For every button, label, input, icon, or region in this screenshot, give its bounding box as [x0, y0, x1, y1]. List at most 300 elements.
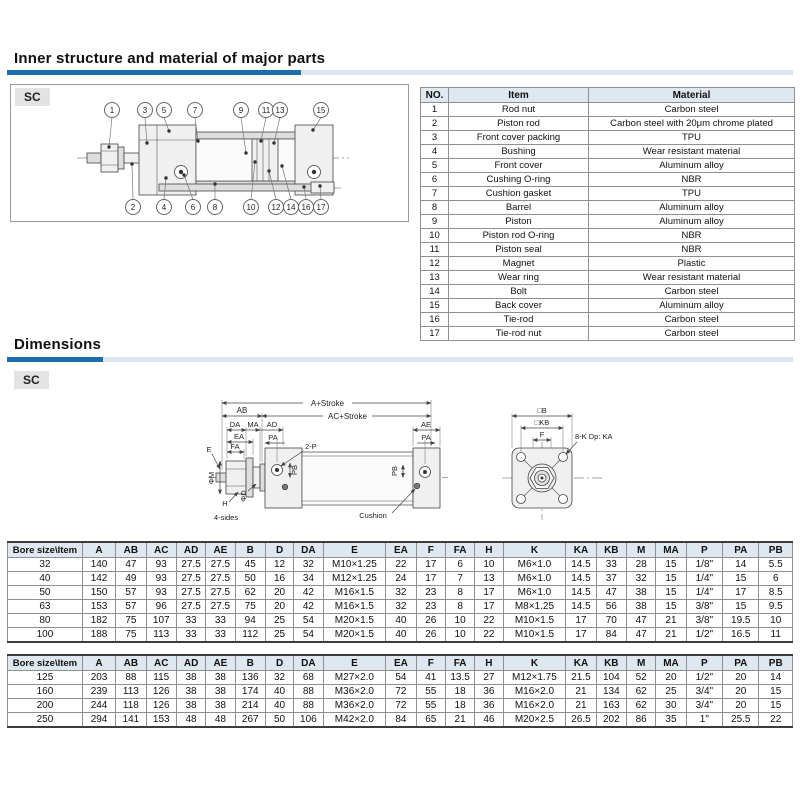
table-cell: 11	[421, 243, 449, 257]
table-cell: 18	[445, 685, 474, 699]
callout-number: 10	[246, 203, 256, 212]
table-cell: 48	[206, 713, 235, 728]
column-header: B	[235, 542, 265, 558]
section2-title: Dimensions	[14, 336, 102, 353]
table-cell: 17	[416, 572, 445, 586]
table-cell: 62	[626, 699, 655, 713]
table-cell: 21	[656, 628, 686, 643]
table-cell: Carbon steel	[589, 313, 795, 327]
table-cell: 25.5	[723, 713, 759, 728]
table-cell: 84	[386, 713, 416, 728]
svg-text:8-K Dp: KA: 8-K Dp: KA	[575, 432, 613, 441]
table-cell: M12×1.75	[503, 671, 566, 685]
table-cell: 125	[8, 671, 83, 685]
table-cell: 16	[421, 313, 449, 327]
table-cell: 50	[8, 586, 83, 600]
table-cell: M20×2.5	[503, 713, 566, 728]
table-cell: 8	[421, 201, 449, 215]
table-cell: 38	[176, 671, 205, 685]
table-cell: 38	[206, 671, 235, 685]
column-header: A	[82, 542, 115, 558]
table-row	[421, 327, 795, 341]
table-cell: 57	[116, 586, 146, 600]
dim-large-header-row	[8, 655, 793, 671]
column-header: AE	[206, 655, 235, 671]
table-cell: 65	[416, 713, 445, 728]
table-cell: 35	[656, 713, 686, 728]
table-cell: 11	[759, 628, 793, 643]
column-header: FA	[445, 542, 474, 558]
table-cell: 244	[82, 699, 115, 713]
table-cell: 27.5	[206, 600, 235, 614]
column-header: D	[265, 542, 293, 558]
table-cell: 27.5	[206, 572, 235, 586]
column-header: PB	[759, 655, 793, 671]
table-cell: 140	[82, 558, 115, 572]
table-row	[421, 201, 795, 215]
table-cell: TPU	[589, 131, 795, 145]
table-cell: M16×1.5	[323, 586, 386, 600]
table-cell: Carbon steel with 20μm chrome plated	[589, 117, 795, 131]
table-cell: 48	[176, 713, 205, 728]
table-cell: Carbon steel	[589, 285, 795, 299]
column-header: H	[475, 655, 503, 671]
materials-header-row	[421, 88, 795, 103]
table-cell: Aluminum alloy	[589, 201, 795, 215]
table-cell: 153	[82, 600, 115, 614]
table-cell: 20	[723, 685, 759, 699]
table-cell: M10×1.5	[503, 614, 566, 628]
table-cell: 6	[759, 572, 793, 586]
column-header: M	[626, 542, 655, 558]
callout-number: 5	[161, 106, 167, 115]
table-cell: 6	[421, 173, 449, 187]
column-header: PA	[723, 655, 759, 671]
table-cell: M6×1.0	[503, 586, 566, 600]
column-header: AE	[206, 542, 235, 558]
svg-text:H: H	[222, 499, 228, 508]
table-cell: Aluminum alloy	[589, 215, 795, 229]
column-header: B	[235, 655, 265, 671]
table-cell: 1/4"	[686, 572, 722, 586]
table-cell: 5	[421, 159, 449, 173]
table-cell: 24	[386, 572, 416, 586]
table-cell: M10×1.5	[503, 628, 566, 643]
table-cell: 1	[421, 103, 449, 117]
table-cell: 32	[8, 558, 83, 572]
series-label: SC	[15, 88, 50, 106]
table-cell: 17	[566, 628, 596, 643]
svg-text:PB: PB	[290, 464, 299, 476]
table-cell: 49	[116, 572, 146, 586]
table-cell: 37	[596, 572, 626, 586]
table-cell: 20	[656, 671, 686, 685]
table-cell: 62	[235, 586, 265, 600]
callout-number: 9	[238, 106, 244, 115]
section1-underline-accent	[7, 70, 301, 75]
table-cell: 27.5	[176, 572, 205, 586]
table-cell: 17	[475, 600, 503, 614]
materials-table	[420, 87, 795, 341]
end-view-body	[502, 442, 602, 520]
table-cell: 15	[656, 600, 686, 614]
table-cell: 14	[759, 671, 793, 685]
table-cell: 33	[176, 614, 205, 628]
callout-number: 11	[261, 106, 271, 115]
table-cell: 10	[759, 614, 793, 628]
column-header: F	[416, 542, 445, 558]
table-cell: 1/4"	[686, 586, 722, 600]
table-cell: 52	[626, 671, 655, 685]
table-cell: 36	[475, 699, 503, 713]
column-header: EA	[386, 542, 416, 558]
table-cell: 72	[386, 699, 416, 713]
table-cell: Front cover	[449, 159, 589, 173]
table-cell: 15	[723, 600, 759, 614]
column-header: H	[475, 542, 503, 558]
table-cell: 202	[596, 713, 626, 728]
table-cell: 239	[82, 685, 115, 699]
table-cell: Wear ring	[449, 271, 589, 285]
table-cell: 32	[386, 586, 416, 600]
table-cell: 14.5	[566, 572, 596, 586]
table-cell: 10	[445, 614, 474, 628]
table-cell: 70	[596, 614, 626, 628]
table-cell: 136	[235, 671, 265, 685]
column-header: KB	[596, 542, 626, 558]
table-cell: Carbon steel	[589, 103, 795, 117]
table-cell: 27.5	[206, 558, 235, 572]
table-cell: Piston rod O-ring	[449, 229, 589, 243]
table-row	[8, 628, 793, 643]
svg-text:DA: DA	[229, 420, 241, 429]
table-cell: M10×1.25	[323, 558, 386, 572]
table-cell: 9	[421, 215, 449, 229]
svg-text:EA: EA	[233, 432, 245, 441]
table-cell: 153	[146, 713, 176, 728]
table-cell: 56	[596, 600, 626, 614]
table-cell: 22	[475, 614, 503, 628]
svg-text:MA: MA	[247, 420, 259, 429]
table-cell: M16×2.0	[503, 685, 566, 699]
table-cell: 54	[294, 614, 323, 628]
table-row	[8, 699, 793, 713]
column-header: K	[503, 542, 566, 558]
column-header: KA	[566, 655, 596, 671]
table-cell: M27×2.0	[323, 671, 386, 685]
table-cell: Cushion gasket	[449, 187, 589, 201]
structure-diagram-panel	[10, 84, 409, 222]
table-cell: 50	[235, 572, 265, 586]
table-cell: 88	[116, 671, 146, 685]
table-cell: 17	[566, 614, 596, 628]
table-cell: 45	[235, 558, 265, 572]
table-cell: 118	[116, 699, 146, 713]
column-header: DA	[294, 655, 323, 671]
table-cell: 30	[656, 699, 686, 713]
table-cell: Piston rod	[449, 117, 589, 131]
column-header: M	[626, 655, 655, 671]
table-cell: Wear resistant material	[589, 271, 795, 285]
callout-number: 17	[316, 203, 326, 212]
table-cell: 3	[421, 131, 449, 145]
table-cell: 115	[146, 671, 176, 685]
cylinder-cross-section-drawing	[11, 85, 406, 217]
table-cell: 55	[416, 699, 445, 713]
table-cell: 41	[416, 671, 445, 685]
table-cell: 47	[116, 558, 146, 572]
table-cell: 40	[386, 628, 416, 643]
table-cell: 88	[294, 685, 323, 699]
table-cell: NBR	[589, 243, 795, 257]
table-cell: 36	[475, 685, 503, 699]
table-cell: 3/8"	[686, 614, 722, 628]
table-cell: 14.5	[566, 600, 596, 614]
table-cell: 88	[294, 699, 323, 713]
svg-text:FA: FA	[230, 442, 240, 451]
table-row	[421, 243, 795, 257]
table-cell: 54	[386, 671, 416, 685]
table-cell: 46	[475, 713, 503, 728]
svg-text:2-P: 2-P	[305, 442, 317, 451]
table-cell: 16	[265, 572, 293, 586]
table-cell: 21	[445, 713, 474, 728]
column-header: AD	[176, 655, 205, 671]
table-cell: 62	[626, 685, 655, 699]
table-cell: 18	[445, 699, 474, 713]
table-cell: M6×1.0	[503, 558, 566, 572]
table-cell: 27	[475, 671, 503, 685]
table-cell: M42×2.0	[323, 713, 386, 728]
table-cell: 22	[759, 713, 793, 728]
table-row	[421, 159, 795, 173]
table-cell: 10	[421, 229, 449, 243]
table-row	[8, 614, 793, 628]
table-cell: 32	[626, 572, 655, 586]
column-header: AB	[116, 655, 146, 671]
table-cell: 17	[416, 558, 445, 572]
table-cell: 17	[421, 327, 449, 341]
table-cell: 1"	[686, 713, 722, 728]
table-cell: 27.5	[176, 600, 205, 614]
svg-text:PA: PA	[268, 433, 278, 442]
table-cell: 250	[8, 713, 83, 728]
table-cell: TPU	[589, 187, 795, 201]
callout-number: 16	[301, 203, 311, 212]
svg-text:4-sides: 4-sides	[213, 513, 239, 522]
table-cell: 203	[82, 671, 115, 685]
callout-number: 3	[142, 106, 148, 115]
column-header: PA	[723, 542, 759, 558]
table-cell: 20	[265, 586, 293, 600]
table-row	[421, 257, 795, 271]
table-row	[421, 131, 795, 145]
section1-title: Inner structure and material of major parts	[14, 50, 326, 67]
table-cell: 27.5	[176, 586, 205, 600]
svg-text:ΦD: ΦD	[239, 490, 248, 502]
dimension-table-small-bores	[7, 541, 793, 643]
table-cell: 8	[445, 586, 474, 600]
table-cell: 188	[82, 628, 115, 643]
table-cell: 40	[8, 572, 83, 586]
section2-underline-accent	[7, 357, 103, 362]
svg-text:AC+Stroke: AC+Stroke	[328, 412, 367, 421]
table-row	[421, 313, 795, 327]
table-cell: 15	[421, 299, 449, 313]
svg-text:□B: □B	[537, 406, 547, 415]
table-cell: Bolt	[449, 285, 589, 299]
table-cell: 126	[146, 699, 176, 713]
table-cell: 13	[475, 572, 503, 586]
table-cell: 17	[475, 586, 503, 600]
table-row	[421, 117, 795, 131]
table-cell: 33	[206, 614, 235, 628]
section2-underline-light	[103, 357, 793, 362]
table-cell: 17	[723, 586, 759, 600]
table-cell: Wear resistant material	[589, 145, 795, 159]
table-cell: 84	[596, 628, 626, 643]
table-cell: 1/2"	[686, 671, 722, 685]
column-header: KB	[596, 655, 626, 671]
table-row	[421, 229, 795, 243]
table-row	[421, 271, 795, 285]
table-cell: Piston	[449, 215, 589, 229]
table-cell: 20	[265, 600, 293, 614]
dimension-table-large-bores	[7, 654, 793, 728]
table-cell: 20	[723, 699, 759, 713]
column-header: EA	[386, 655, 416, 671]
table-cell: Rod nut	[449, 103, 589, 117]
column-header: AC	[146, 542, 176, 558]
table-cell: 38	[176, 685, 205, 699]
table-cell: 23	[416, 586, 445, 600]
table-cell: NBR	[589, 173, 795, 187]
table-cell: 200	[8, 699, 83, 713]
column-header: PB	[759, 542, 793, 558]
table-cell: Magnet	[449, 257, 589, 271]
table-cell: 47	[626, 614, 655, 628]
callout-number: 6	[190, 203, 196, 212]
table-cell: 32	[386, 600, 416, 614]
table-cell: 3/4"	[686, 699, 722, 713]
callout-number: 15	[316, 106, 326, 115]
table-cell: Barrel	[449, 201, 589, 215]
table-cell: 182	[82, 614, 115, 628]
table-cell: 4	[421, 145, 449, 159]
column-header: D	[265, 655, 293, 671]
column-header: FA	[445, 655, 474, 671]
table-row	[421, 285, 795, 299]
column-header: Bore size\Item	[8, 542, 83, 558]
svg-text:□KB: □KB	[534, 418, 550, 427]
column-header: MA	[656, 542, 686, 558]
table-cell: 1/2"	[686, 628, 722, 643]
callout-number: 7	[192, 106, 198, 115]
table-cell: 6	[445, 558, 474, 572]
table-cell: 22	[475, 628, 503, 643]
table-cell: 5.5	[759, 558, 793, 572]
svg-text:E: E	[206, 445, 212, 454]
table-cell: 21	[566, 699, 596, 713]
column-header: DA	[294, 542, 323, 558]
callout-number: 13	[275, 106, 285, 115]
table-cell: 1/8"	[686, 558, 722, 572]
table-cell: NBR	[589, 229, 795, 243]
cylinder-parts	[77, 125, 349, 195]
column-header: MA	[656, 655, 686, 671]
table-cell: 106	[294, 713, 323, 728]
table-cell: 12	[265, 558, 293, 572]
callout-number: 2	[130, 203, 136, 212]
table-cell: 40	[265, 685, 293, 699]
table-cell: 20	[723, 671, 759, 685]
callout-number: 1	[109, 106, 115, 115]
table-cell: 68	[294, 671, 323, 685]
column-header: K	[503, 655, 566, 671]
table-row	[8, 586, 793, 600]
table-cell: 40	[265, 699, 293, 713]
table-cell: 93	[146, 572, 176, 586]
table-cell: 15	[759, 685, 793, 699]
table-cell: 80	[8, 614, 83, 628]
table-cell: 126	[146, 685, 176, 699]
table-cell: 75	[116, 628, 146, 643]
table-cell: 214	[235, 699, 265, 713]
table-cell: 42	[294, 600, 323, 614]
column-header: Material	[589, 88, 795, 103]
table-cell: 75	[116, 614, 146, 628]
table-cell: 294	[82, 713, 115, 728]
table-cell: 55	[416, 685, 445, 699]
table-cell: 21	[566, 685, 596, 699]
table-cell: 16.5	[723, 628, 759, 643]
table-cell: 38	[176, 699, 205, 713]
table-cell: 27.5	[176, 558, 205, 572]
table-cell: 141	[116, 713, 146, 728]
column-header: F	[416, 655, 445, 671]
table-cell: 14.5	[566, 558, 596, 572]
table-cell: 107	[146, 614, 176, 628]
table-cell: M36×2.0	[323, 685, 386, 699]
table-cell: 100	[8, 628, 83, 643]
table-cell: 14.5	[566, 586, 596, 600]
table-cell: 21	[656, 614, 686, 628]
table-cell: 267	[235, 713, 265, 728]
table-cell: 174	[235, 685, 265, 699]
table-cell: Back cover	[449, 299, 589, 313]
column-header: P	[686, 655, 722, 671]
table-cell: Aluminum alloy	[589, 159, 795, 173]
table-cell: 27.5	[206, 586, 235, 600]
table-cell: 113	[146, 628, 176, 643]
table-cell: 32	[265, 671, 293, 685]
svg-text:PA: PA	[421, 433, 431, 442]
table-cell: 134	[596, 685, 626, 699]
column-header: E	[323, 542, 386, 558]
table-cell: Cushing O-ring	[449, 173, 589, 187]
table-cell: 25	[265, 614, 293, 628]
table-row	[421, 187, 795, 201]
table-cell: 113	[116, 685, 146, 699]
dimension-drawing-side-view	[140, 392, 472, 535]
table-cell: 150	[82, 586, 115, 600]
svg-text:F: F	[539, 430, 545, 439]
table-row	[8, 713, 793, 728]
table-row	[421, 299, 795, 313]
table-cell: 86	[626, 713, 655, 728]
table-cell: 104	[596, 671, 626, 685]
table-cell: 40	[386, 614, 416, 628]
